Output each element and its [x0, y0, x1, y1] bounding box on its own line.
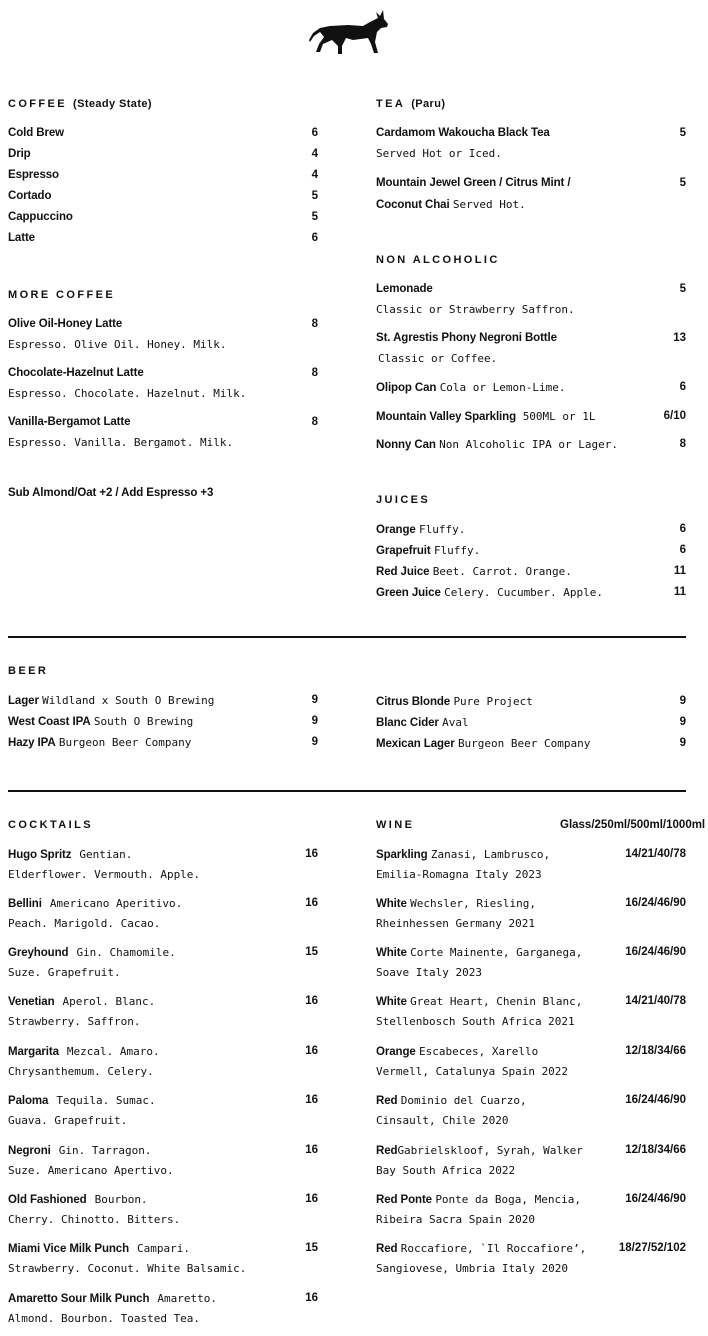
tea-heading: TEA (Paru)	[376, 98, 446, 110]
wine-item-price: 16/24/46/90	[625, 1193, 686, 1205]
wine-item: Sparkling Zanasi, Lambrusco,	[376, 848, 551, 861]
wine-item: Red Ponte Ponte da Boga, Mencia,	[376, 1193, 582, 1206]
beer-item: Hazy IPA Burgeon Beer Company	[8, 736, 192, 749]
juice-item-price: 6	[679, 544, 686, 556]
non-alcoholic-item-desc: Classic or Coffee.	[378, 352, 498, 365]
wine-item-price: 16/24/46/90	[625, 897, 686, 909]
cocktail-item-price: 15	[305, 1242, 318, 1254]
coffee-item-name: Latte	[8, 232, 35, 244]
cocktail-item: Amaretto Sour Milk Punch Amaretto.	[8, 1292, 217, 1305]
wine-item-desc: Vermell, Catalunya Spain 2022	[376, 1065, 569, 1078]
wine-item: Red Roccafiore, `Il Roccafiore’,	[376, 1242, 587, 1255]
wine-item: RedGabrielskloof, Syrah, Walker	[376, 1144, 583, 1157]
coffee-item-name: Espresso	[8, 169, 59, 181]
juice-item-price: 6	[679, 523, 686, 535]
cocktail-item-desc: Suze. Grapefruit.	[8, 966, 121, 979]
cocktail-item-price: 16	[305, 1094, 318, 1106]
cocktail-item-price: 16	[305, 1193, 318, 1205]
beer-item-price: 9	[679, 737, 686, 749]
cocktail-item-price: 16	[305, 1144, 318, 1156]
cocktail-item: Negroni Gin. Tarragon.	[8, 1144, 152, 1157]
more-coffee-item-name: Olive Oil-Honey Latte	[8, 318, 123, 330]
beer-item: Lager Wildland x South O Brewing	[8, 694, 215, 707]
cocktail-item: Old Fashioned Bourbon.	[8, 1193, 148, 1206]
more-coffee-item-price: 8	[311, 318, 318, 330]
cocktails-heading: COCKTAILS	[8, 819, 93, 831]
more-coffee-item-desc: Espresso. Olive Oil. Honey. Milk.	[8, 338, 227, 351]
more-coffee-item-desc: Espresso. Vanilla. Bergamot. Milk.	[8, 436, 234, 449]
cocktail-item-desc: Elderflower. Vermouth. Apple.	[8, 868, 201, 881]
more-coffee-item-price: 8	[311, 367, 318, 379]
non-alcoholic-item-name: St. Agrestis Phony Negroni Bottle	[376, 332, 557, 344]
juice-item-price: 11	[673, 586, 686, 598]
juices-heading: JUICES	[376, 494, 431, 506]
cocktail-item: Greyhound Gin. Chamomile.	[8, 946, 176, 959]
cocktail-item: Hugo Spritz Gentian.	[8, 848, 133, 861]
more-coffee-item-name: Chocolate-Hazelnut Latte	[8, 367, 144, 379]
wine-item: Red Dominio del Cuarzo,	[376, 1094, 527, 1107]
cocktail-item-desc: Cherry. Chinotto. Bitters.	[8, 1213, 181, 1226]
non-alcoholic-item-name: Lemonade	[376, 283, 433, 295]
wine-item-price: 16/24/46/90	[625, 946, 686, 958]
wine-item-desc: Sangiovese, Umbria Italy 2020	[376, 1262, 569, 1275]
cocktail-item-price: 16	[305, 1045, 318, 1057]
wine-item-price: 12/18/34/66	[625, 1045, 686, 1057]
coyote-logo-icon	[308, 8, 388, 58]
wine-item-desc: Bay South Africa 2022	[376, 1164, 516, 1177]
cocktail-item-price: 16	[305, 995, 318, 1007]
coffee-item-price: 4	[311, 148, 318, 160]
beer-item: Citrus Blonde Pure Project	[376, 695, 533, 708]
wine-item-price: 18/27/52/102	[618, 1242, 686, 1254]
non-alcoholic-item-price: 5	[679, 283, 686, 295]
juice-item: Green Juice Celery. Cucumber. Apple.	[376, 586, 604, 599]
wine-item: Orange Escabeces, Xarello	[376, 1045, 539, 1058]
wine-item-desc: Cinsault, Chile 2020	[376, 1114, 509, 1127]
beer-item: West Coast IPA South O Brewing	[8, 715, 194, 728]
tea-item-name-cont: Coconut Chai Served Hot.	[376, 198, 526, 211]
wine-item-price: 16/24/46/90	[625, 1094, 686, 1106]
juice-item: Orange Fluffy.	[376, 523, 466, 536]
more-coffee-note: Sub Almond/Oat +2 / Add Espresso +3	[8, 487, 214, 499]
non-alcoholic-item-price: 6/10	[663, 410, 686, 422]
coffee-heading: COFFEE (Steady State)	[8, 98, 152, 110]
more-coffee-item-desc: Espresso. Chocolate. Hazelnut. Milk.	[8, 387, 247, 400]
coffee-item-price: 4	[311, 169, 318, 181]
non-alcoholic-item: Nonny Can Non Alcoholic IPA or Lager.	[376, 438, 618, 451]
cocktail-item-desc: Chrysanthemum. Celery.	[8, 1065, 154, 1078]
tea-item-desc: Served Hot or Iced.	[376, 147, 502, 160]
beer-item: Blanc Cider Aval	[376, 716, 469, 729]
tea-item-name: Cardamom Wakoucha Black Tea	[376, 127, 550, 139]
non-alcoholic-item: Olipop Can Cola or Lemon-Lime.	[376, 381, 566, 394]
non-alcoholic-item: Mountain Valley Sparkling 500ML or 1L	[376, 410, 596, 423]
non-alcoholic-heading: NON ALCOHOLIC	[376, 254, 500, 266]
wine-item-price: 14/21/40/78	[625, 848, 686, 860]
wine-item-price: 14/21/40/78	[625, 995, 686, 1007]
section-divider	[8, 636, 686, 638]
tea-item-price: 5	[679, 127, 686, 139]
wine-item-desc: Ribeira Sacra Spain 2020	[376, 1213, 535, 1226]
cocktail-item-price: 16	[305, 1292, 318, 1304]
non-alcoholic-item-price: 8	[679, 438, 686, 450]
beer-item-price: 9	[311, 694, 318, 706]
cocktail-item-price: 15	[305, 946, 318, 958]
non-alcoholic-item-price: 13	[673, 332, 686, 344]
wine-item: White Wechsler, Riesling,	[376, 897, 536, 910]
beer-item-price: 9	[311, 715, 318, 727]
wine-item-price: 12/18/34/66	[625, 1144, 686, 1156]
juice-item: Grapefruit Fluffy.	[376, 544, 481, 557]
non-alcoholic-item-price: 6	[679, 381, 686, 393]
coffee-item-name: Drip	[8, 148, 31, 160]
juice-item: Red Juice Beet. Carrot. Orange.	[376, 565, 572, 578]
wine-heading: WINE	[376, 819, 415, 831]
beer-item-price: 9	[679, 716, 686, 728]
wine-item-desc: Rheinhessen Germany 2021	[376, 917, 535, 930]
more-coffee-item-price: 8	[311, 416, 318, 428]
coffee-item-price: 6	[311, 232, 318, 244]
cocktail-item: Margarita Mezcal. Amaro.	[8, 1045, 160, 1058]
wine-item-desc: Soave Italy 2023	[376, 966, 482, 979]
coffee-item-name: Cortado	[8, 190, 52, 202]
cocktail-item: Paloma Tequila. Sumac.	[8, 1094, 156, 1107]
beer-heading: BEER	[8, 665, 49, 677]
coffee-item-price: 6	[311, 127, 318, 139]
coffee-item-price: 5	[311, 211, 318, 223]
cocktail-item: Bellini Americano Aperitivo.	[8, 897, 183, 910]
cocktail-item-desc: Suze. Americano Apertivo.	[8, 1164, 174, 1177]
coffee-item-name: Cold Brew	[8, 127, 64, 139]
more-coffee-item-name: Vanilla-Bergamot Latte	[8, 416, 131, 428]
tea-item-name: Mountain Jewel Green / Citrus Mint /	[376, 177, 571, 189]
cocktail-item-desc: Peach. Marigold. Cacao.	[8, 917, 161, 930]
tea-item-price: 5	[679, 177, 686, 189]
beer-item: Mexican Lager Burgeon Beer Company	[376, 737, 591, 750]
cocktail-item-price: 16	[305, 848, 318, 860]
coffee-item-name: Cappuccino	[8, 211, 73, 223]
cocktail-item-desc: Strawberry. Coconut. White Balsamic.	[8, 1262, 247, 1275]
cocktail-item-desc: Almond. Bourbon. Toasted Tea.	[8, 1312, 201, 1325]
wine-item-desc: Stellenbosch South Africa 2021	[376, 1015, 575, 1028]
beer-item-price: 9	[679, 695, 686, 707]
non-alcoholic-item-desc: Classic or Strawberry Saffron.	[376, 303, 575, 316]
coffee-item-price: 5	[311, 190, 318, 202]
more-coffee-heading: MORE COFFEE	[8, 289, 116, 301]
cocktail-item-desc: Strawberry. Saffron.	[8, 1015, 141, 1028]
section-divider	[8, 790, 686, 792]
wine-item: White Great Heart, Chenin Blanc,	[376, 995, 583, 1008]
cocktail-item-price: 16	[305, 897, 318, 909]
cocktail-item: Venetian Aperol. Blanc.	[8, 995, 156, 1008]
cocktail-item-desc: Guava. Grapefruit.	[8, 1114, 128, 1127]
wine-item: White Corte Mainente, Garganega,	[376, 946, 583, 959]
beer-item-price: 9	[311, 736, 318, 748]
juice-item-price: 11	[673, 565, 686, 577]
wine-sizes-label: Glass/250ml/500ml/1000ml	[560, 819, 706, 831]
wine-item-desc: Emilia-Romagna Italy 2023	[376, 868, 542, 881]
cocktail-item: Miami Vice Milk Punch Campari.	[8, 1242, 191, 1255]
